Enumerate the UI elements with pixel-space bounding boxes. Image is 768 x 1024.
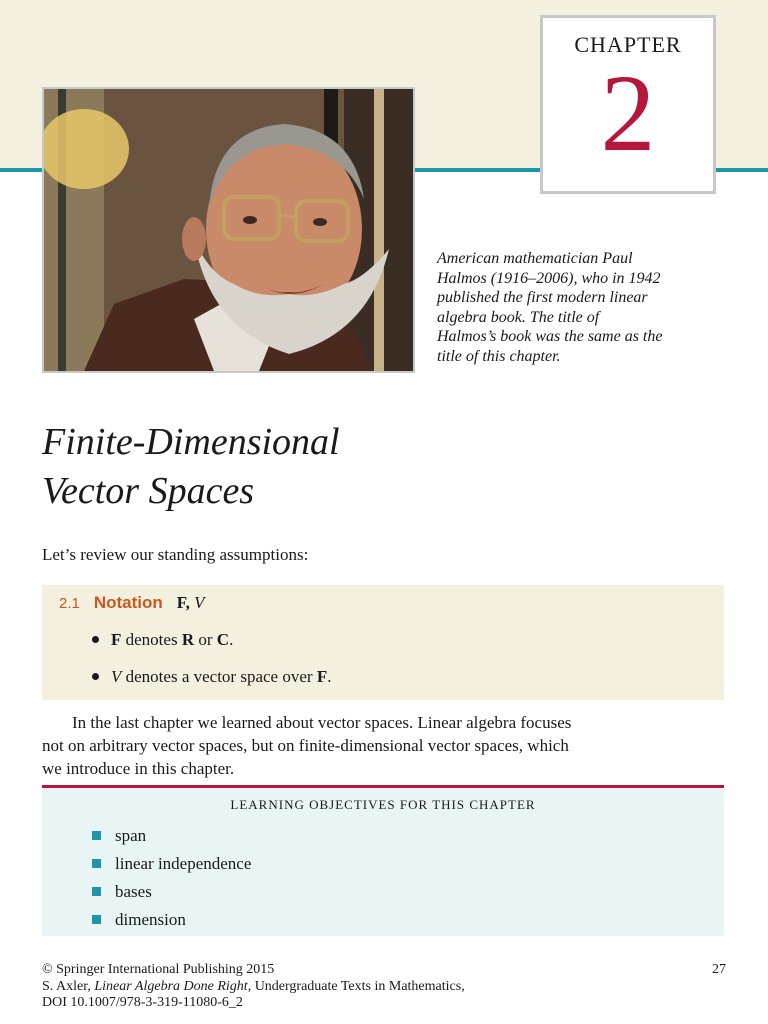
notation-symbol-f: F (176, 593, 186, 612)
notation-item-1-t3: . (229, 630, 234, 649)
chapter-number: 2 (600, 52, 656, 174)
doi-line: DOI 10.1007/978-3-319-11080-6_2 (42, 995, 243, 1010)
notation-item-2-sym: V (111, 667, 122, 686)
portrait-illustration (44, 89, 413, 371)
notation-heading (59, 593, 205, 613)
notation-symbol-v: V (194, 593, 205, 612)
notation-item-1-t1: denotes (121, 630, 182, 649)
chapter-title-line1: Finite-Dimensional (42, 421, 340, 463)
chapter-title-line2: Vector Spaces (42, 470, 255, 512)
caption-line: Halmos’s book was the same as the (437, 328, 663, 345)
citation-suffix: , Undergraduate Texts in Mathematics, (247, 978, 465, 994)
chapter-box (540, 15, 716, 194)
square-bullet-icon (92, 859, 101, 868)
objective-label: bases (115, 882, 152, 901)
notation-symbols (177, 593, 205, 612)
bullet-dot (92, 673, 99, 680)
body-paragraph (42, 711, 726, 780)
objective-label: span (115, 826, 147, 845)
notation-item-1-b1: R (181, 630, 195, 649)
caption-line: title of this chapter. (437, 347, 561, 365)
caption-line: published the first modern linear (437, 289, 648, 306)
photo-caption (437, 249, 737, 366)
bullet-dot (92, 636, 99, 643)
objective-item (92, 882, 152, 902)
citation-line (42, 979, 726, 996)
square-bullet-icon (92, 887, 101, 896)
notation-item-2 (92, 667, 331, 687)
notation-item-1-t2: or (194, 630, 217, 649)
notation-item-2-t2: . (327, 667, 332, 686)
author-photo (42, 87, 415, 373)
square-bullet-icon (92, 831, 101, 840)
square-bullet-icon (92, 915, 101, 924)
chapter-title (42, 418, 722, 516)
notation-symbol-sep: , (185, 593, 190, 612)
caption-line: American mathematician Paul (437, 250, 633, 267)
objective-item (92, 826, 146, 846)
notation-item-2-b1: F (316, 667, 328, 686)
objective-item (92, 910, 186, 930)
notation-number: 2.1 (59, 595, 80, 612)
notation-item-1 (92, 630, 233, 650)
paragraph-line: we introduce in this chapter. (42, 759, 235, 778)
objective-label: dimension (115, 910, 186, 929)
citation-prefix: S. Axler, (42, 978, 95, 994)
notation-item-2-t1: denotes a vector space over (121, 667, 317, 686)
notation-box (42, 585, 724, 700)
caption-line: Halmos (1916–2006), who in 1942 (437, 269, 661, 287)
objectives-heading: LEARNING OBJECTIVES FOR THIS CHAPTER (230, 797, 536, 812)
caption-line: algebra book. The title of (437, 308, 600, 326)
citation-book-title: Linear Algebra Done Right (94, 978, 248, 994)
intro-text: Let’s review our standing assumptions: (42, 545, 309, 564)
objective-item (92, 854, 251, 874)
learning-objectives-box (42, 785, 724, 936)
paragraph-line: not on arbitrary vector spaces, but on finite-dimensional vector spaces, which (42, 736, 569, 755)
copyright-line: © Springer International Publishing 2015 (42, 962, 275, 977)
objective-label: linear independence (115, 854, 252, 873)
chapter-label: CHAPTER (574, 32, 682, 57)
notation-item-1-sym: F (111, 630, 122, 649)
paragraph-line: In the last chapter we learned about vector spaces. Linear algebra focuses (72, 713, 572, 732)
notation-item-1-b2: C (216, 630, 230, 649)
notation-label: Notation (93, 593, 163, 612)
page-footer (42, 962, 726, 1012)
page-number: 27 (712, 962, 726, 977)
